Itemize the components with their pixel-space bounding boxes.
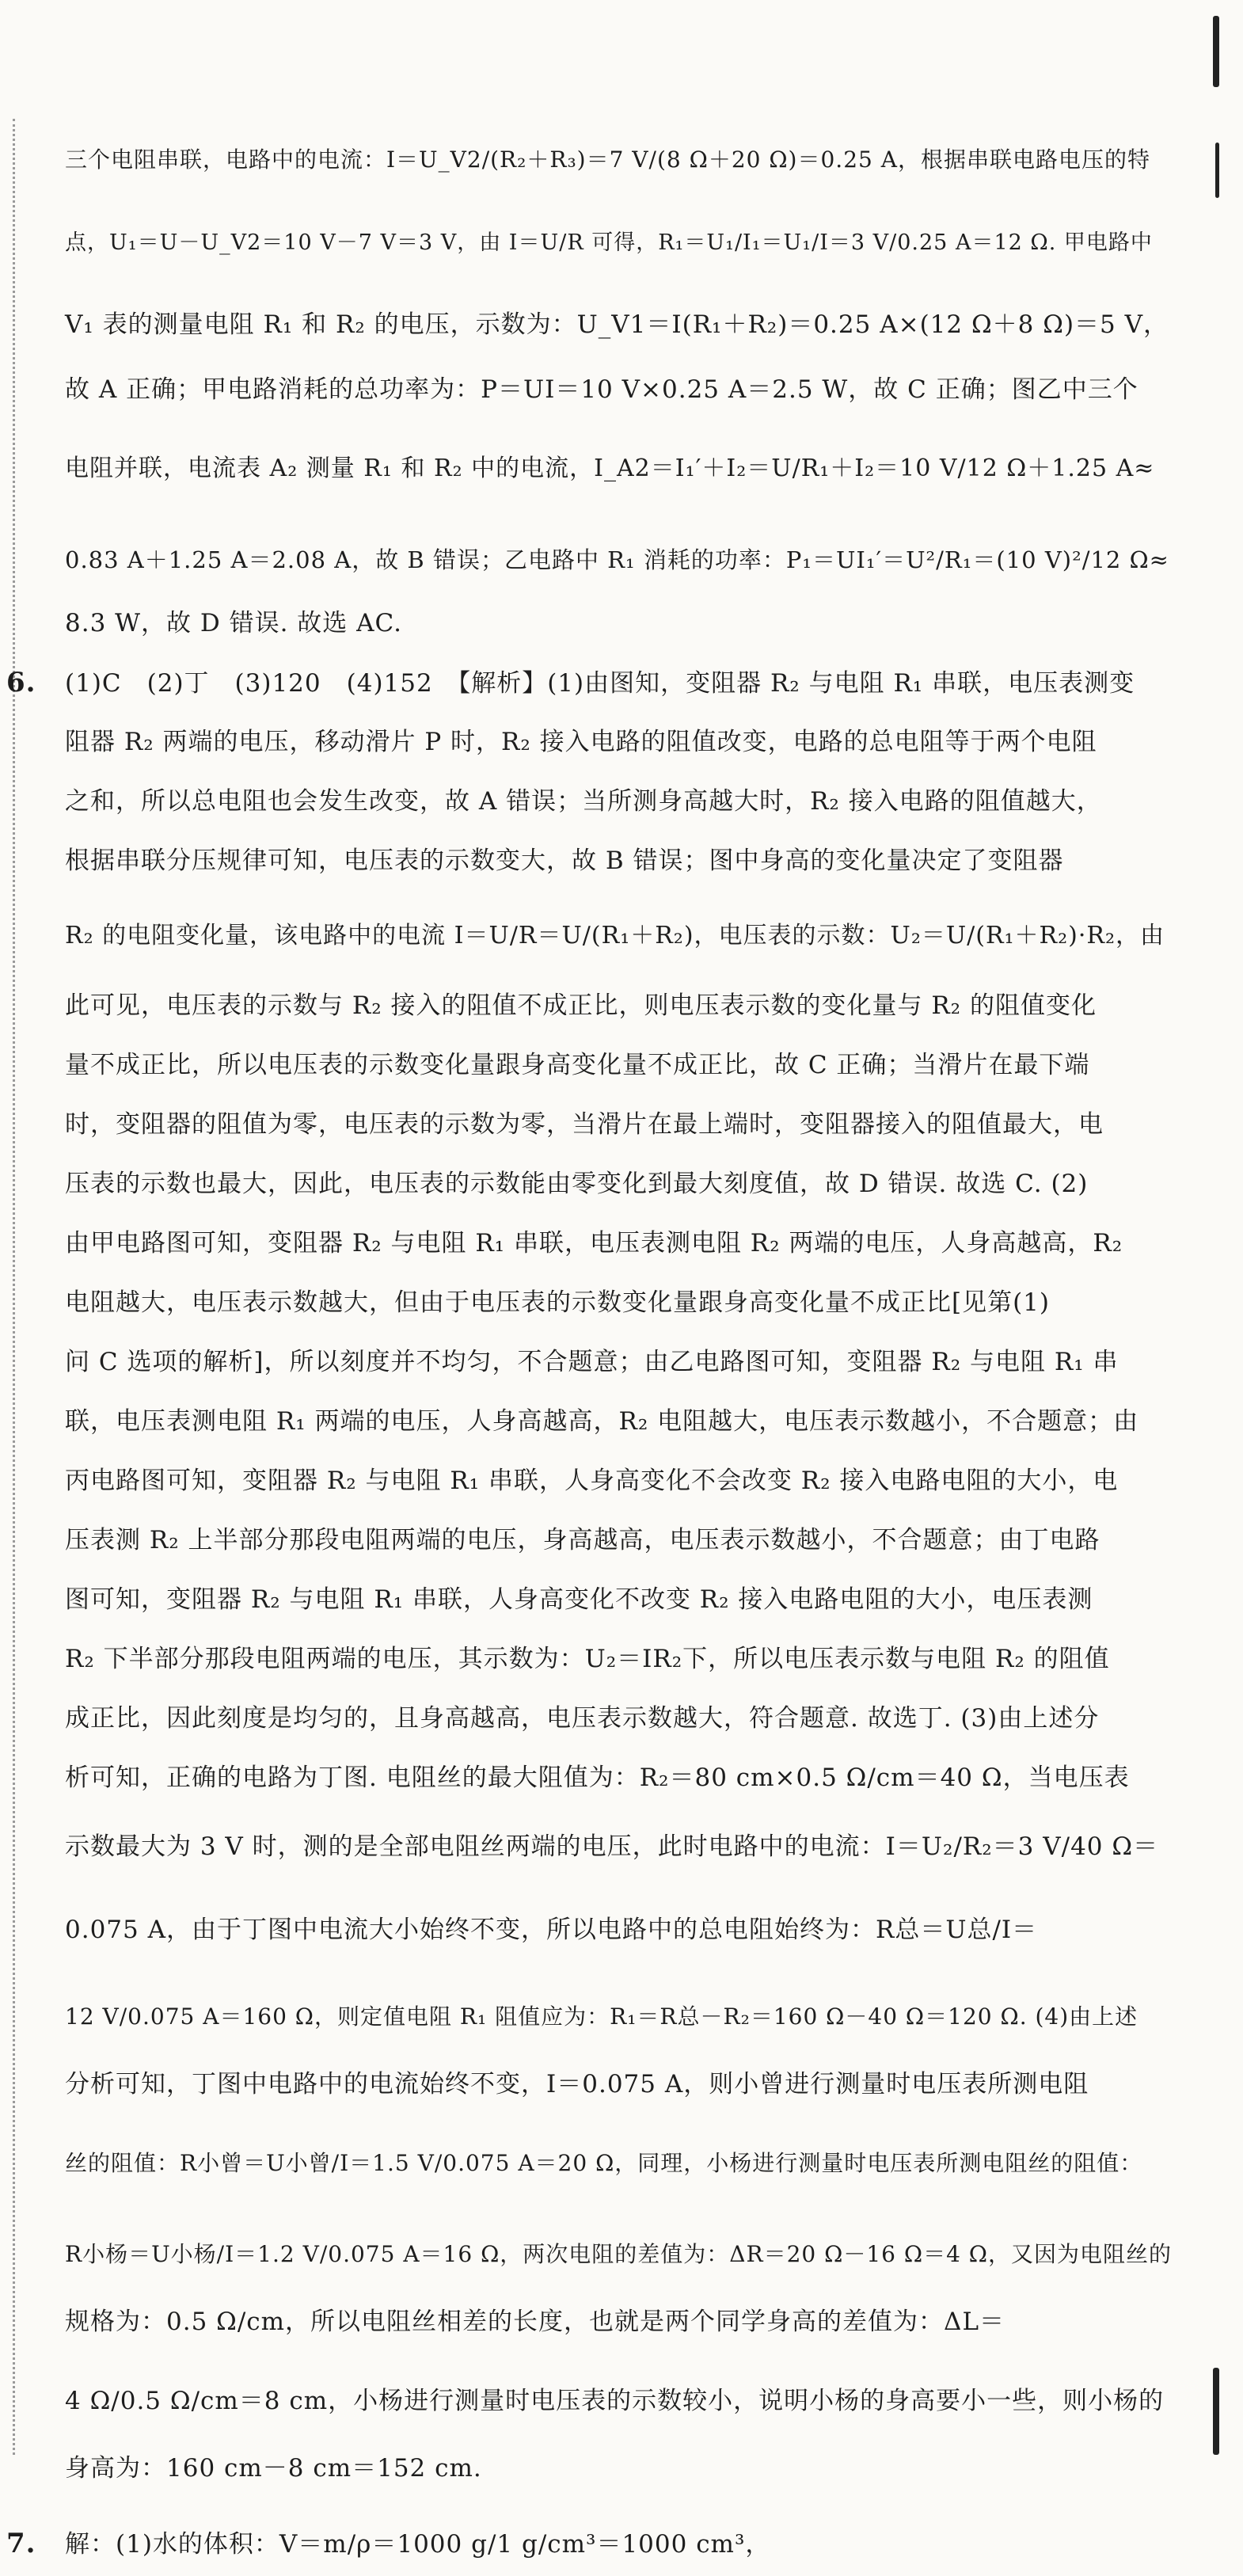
scan-edge-mark-top — [1213, 16, 1219, 87]
text-line: 0.83 A＋1.25 A＝2.08 A，故 B 错误；乙电路中 R₁ 消耗的功率：P₁＝UI₁′＝U²/R₁＝(10 V)²/12 Ω≈ — [65, 546, 1169, 573]
text-line: 0.075 A，由于丁图中电流大小始终不变，所以电路中的总电阻始终为：R总＝U总/I＝ — [65, 1916, 1038, 1944]
text-line: 三个电阻串联，电路中的电流：I＝U_V2/(R₂＋R₃)＝7 V/(8 Ω＋20 Ω)＝0.25 A，根据串联电路电压的特 — [65, 146, 1150, 173]
text-line: 丝的阻值：R小曾＝U小曾/I＝1.5 V/0.075 A＝20 Ω，同理，小杨进行测量时电压表所测电阻丝的阻值： — [65, 2150, 1143, 2176]
question-number: 7. — [6, 2528, 36, 2559]
text-line: R₂ 下半部分那段电阻两端的电压，其示数为：U₂＝IR₂下，所以电压表示数与电阻 R₂ 的阻值 — [65, 1645, 1110, 1673]
text-line: 8.3 W，故 D 错误. 故选 AC. — [65, 609, 402, 637]
text-line: V₁ 表的测量电阻 R₁ 和 R₂ 的电压，示数为：U_V1＝I(R₁＋R₂)＝0.25 A×(12 Ω＋8 Ω)＝5 V， — [65, 310, 1169, 339]
text-line: 问 C 选项的解析]，所以刻度并不均匀，不合题意；由乙电路图可知，变阻器 R₂ 与电阻 R₁ 串 — [65, 1348, 1119, 1376]
scan-edge-mark-bottom — [1213, 2368, 1219, 2455]
question-6-line: 6. (1)C (2)丁 (3)120 (4)152 【解析】(1)由图知，变阻器 R₂ 与电阻 R₁ 串联，电压表测变 — [6, 667, 1135, 698]
text-line: 压表的示数也最大，因此，电压表的示数能由零变化到最大刻度值，故 D 错误. 故选 C. (2) — [65, 1170, 1089, 1198]
text-line: 规格为：0.5 Ω/cm，所以电阻丝相差的长度，也就是两个同学身高的差值为：ΔL＝ — [65, 2308, 1005, 2336]
binding-margin-line — [13, 119, 15, 2455]
scan-edge-mark-upper — [1215, 143, 1219, 198]
text-line: 故 A 正确；甲电路消耗的总功率为：P＝UI＝10 V×0.25 A＝2.5 W，故 C 正确；图乙中三个 — [65, 375, 1138, 404]
text-line: R小杨＝U小杨/I＝1.2 V/0.075 A＝16 Ω，两次电阻的差值为：ΔR＝20 Ω－16 Ω＝4 Ω，又因为电阻丝的 — [65, 2241, 1173, 2267]
text-line: 阻器 R₂ 两端的电压，移动滑片 P 时，R₂ 接入电路的阻值改变，电路的总电阻等于两个电阻 — [65, 728, 1097, 756]
text-line: 联，电压表测电阻 R₁ 两端的电压，人身高越高，R₂ 电阻越大，电压表示数越小，不合题意；由 — [65, 1407, 1139, 1436]
text-line: 由甲电路图可知，变阻器 R₂ 与电阻 R₁ 串联，电压表测电阻 R₂ 两端的电压，人身高越高，R₂ — [65, 1229, 1123, 1258]
text-line: 点，U₁＝U－U_V2＝10 V－7 V＝3 V，由 I＝U/R 可得，R₁＝U₁/I₁＝U₁/I＝3 V/0.25 A＝12 Ω. 甲电路中 — [65, 230, 1153, 255]
text-line: 电阻越大，电压表示数越大，但由于电压表的示数变化量跟身高变化量不成正比[见第(1) — [65, 1288, 1051, 1317]
text-line: R₂ 的电阻变化量，该电路中的电流 I＝U/R＝U/(R₁＋R₂)，电压表的示数：U₂＝U/(R₁＋R₂)·R₂，由 — [65, 922, 1165, 949]
text-line: 成正比，因此刻度是均匀的，且身高越高，电压表示数越大，符合题意. 故选丁. (3)由上述分 — [65, 1704, 1100, 1733]
text-line: 丙电路图可知，变阻器 R₂ 与电阻 R₁ 串联，人身高变化不会改变 R₂ 接入电路电阻的大小，电 — [65, 1467, 1119, 1495]
text-line: 量不成正比，所以电压表的示数变化量跟身高变化量不成正比，故 C 正确；当滑片在最下端 — [65, 1051, 1090, 1079]
text-line: 之和，所以总电阻也会发生改变，故 A 错误；当所测身高越大时，R₂ 接入电路的阻值越大， — [65, 787, 1102, 816]
text-line: 电阻并联，电流表 A₂ 测量 R₁ 和 R₂ 中的电流，I_A2＝I₁′＋I₂＝U/R₁＋I₂＝10 V/12 Ω＋1.25 A≈ — [65, 455, 1155, 482]
text-line: 压表测 R₂ 上半部分那段电阻两端的电压，身高越高，电压表示数越小，不合题意；由丁电路 — [65, 1526, 1100, 1554]
text-line: 析可知，正确的电路为丁图. 电阻丝的最大阻值为：R₂＝80 cm×0.5 Ω/cm＝40 Ω，当电压表 — [65, 1764, 1130, 1792]
question-number: 6. — [6, 667, 36, 698]
question-7-line: 7. 解：(1)水的体积：V＝m/ρ＝1000 g/1 g/cm³＝1000 cm³， — [6, 2528, 771, 2559]
text-line: 分析可知，丁图中电路中的电流始终不变，I＝0.075 A，则小曾进行测量时电压表所测电阻 — [65, 2070, 1089, 2098]
text-line: 时，变阻器的阻值为零，电压表的示数为零，当滑片在最上端时，变阻器接入的阻值最大，电 — [65, 1110, 1104, 1139]
text-line: 此可见，电压表的示数与 R₂ 接入的阻值不成正比，则电压表示数的变化量与 R₂ 的阻值变化 — [65, 991, 1097, 1020]
text-line: 12 V/0.075 A＝160 Ω，则定值电阻 R₁ 阻值应为：R₁＝R总－R₂＝160 Ω－40 Ω＝120 Ω. (4)由上述 — [65, 2003, 1138, 2030]
text-line: 根据串联分压规律可知，电压表的示数变大，故 B 错误；图中身高的变化量决定了变阻器 — [65, 847, 1064, 875]
text-line: 身高为：160 cm－8 cm＝152 cm. — [65, 2454, 482, 2483]
text-line: 4 Ω/0.5 Ω/cm＝8 cm，小杨进行测量时电压表的示数较小，说明小杨的身高要小一些，则小杨的 — [65, 2387, 1165, 2415]
text-line: 示数最大为 3 V 时，测的是全部电阻丝两端的电压，此时电路中的电流：I＝U₂/R₂＝3 V/40 Ω＝ — [65, 1832, 1159, 1861]
text-line: 图可知，变阻器 R₂ 与电阻 R₁ 串联，人身高变化不改变 R₂ 接入电路电阻的大小，电压表测 — [65, 1585, 1093, 1614]
